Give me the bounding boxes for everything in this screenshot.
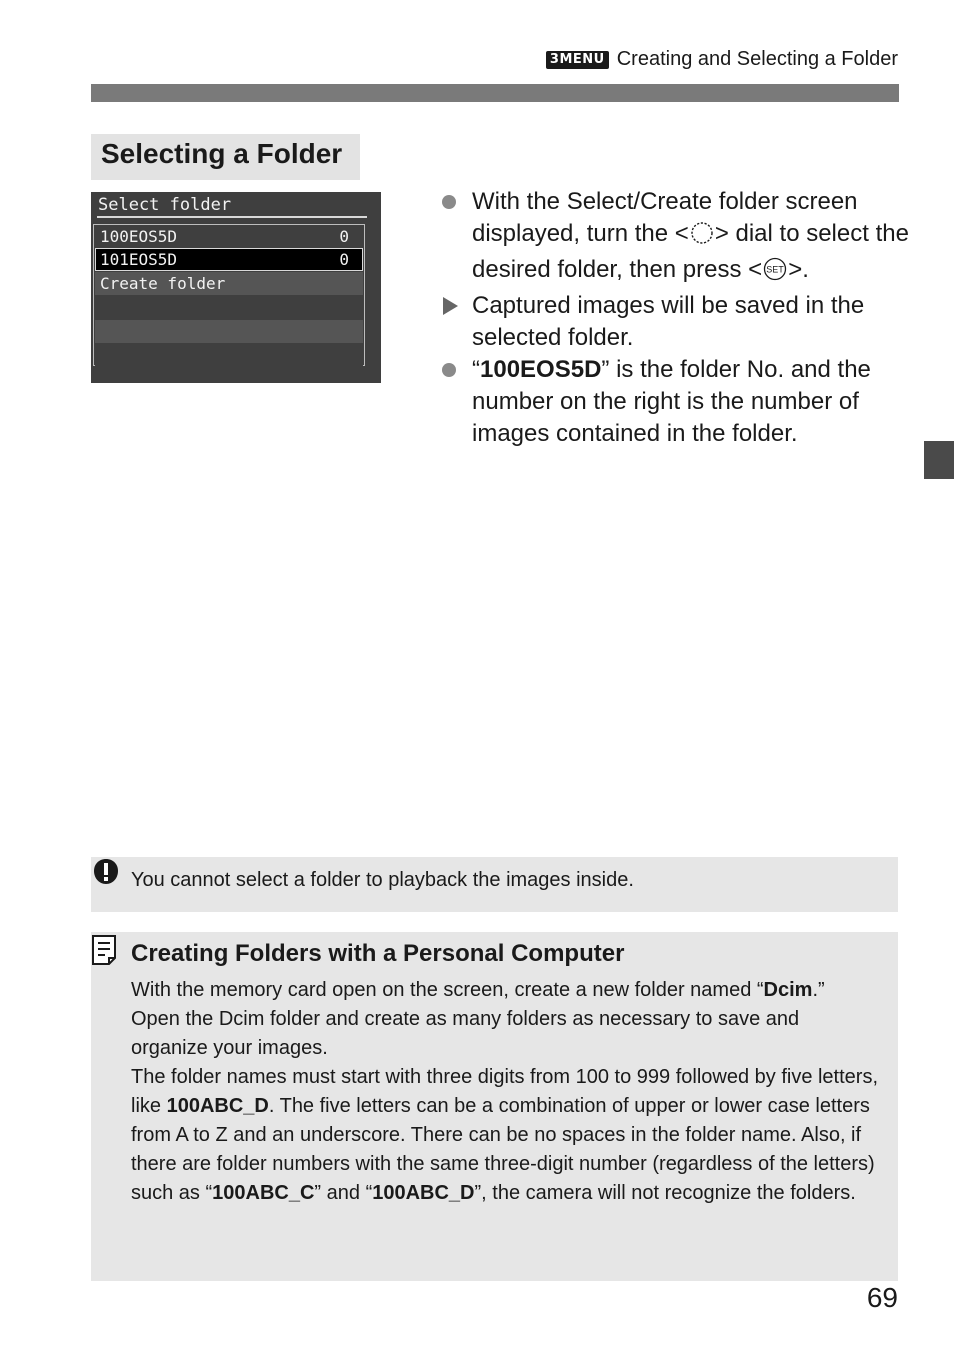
note-text: ” and “ <box>314 1182 373 1204</box>
note-text: . The five letters can be a combination of upper or lower case letters from A to Z and an underscore. There can be no spaces in the folder name. Also, if there are folder numbers with the same three-digit number (regardless of the letters) such as “ <box>131 1095 875 1204</box>
note-text: .” <box>812 979 825 1001</box>
page-number: 69 <box>866 1282 898 1313</box>
header-title: Creating and Selecting a Folder <box>616 48 898 70</box>
note-text: ”, the camera will not recognize the folders. <box>474 1182 856 1204</box>
lcd-row-count: 0 <box>339 250 349 269</box>
lcd-row-name: Create folder <box>100 274 226 293</box>
lcd-row-empty <box>95 343 363 366</box>
note-paragraph <box>131 976 881 1005</box>
caution-text: You cannot select a folder to playback the images inside. <box>131 869 634 891</box>
note-bold-text: 100ABC_D <box>372 1182 475 1204</box>
lcd-row-name: 100EOS5D <box>100 227 178 246</box>
bullet-text: Captured images will be saved in the selected folder. <box>472 292 865 351</box>
note-paragraph <box>131 1063 881 1208</box>
lcd-row-name: 101EOS5D <box>100 250 178 269</box>
note-text: With the memory card open on the screen, create a new folder named “ <box>131 979 764 1001</box>
header-rule <box>91 84 899 102</box>
lcd-row-empty <box>95 296 363 319</box>
caution-box <box>91 857 898 912</box>
lcd-row-empty <box>95 320 363 343</box>
bullet-text: > dial to select the desired folder, then press < <box>472 220 909 283</box>
main-dial-icon <box>689 221 715 254</box>
note-text: The folder names must start with three digits from 100 to 999 followed by five letters, like <box>131 1066 879 1117</box>
note-title: Creating Folders with a Personal Computer <box>131 940 625 967</box>
bullet-text: With the Select/Create folder screen displayed, turn the < <box>472 188 858 247</box>
note-box <box>91 932 898 1281</box>
note-bold-text: 100ABC_C <box>212 1182 315 1204</box>
camera-lcd-screen <box>91 192 381 383</box>
bullet-bold-text: 100EOS5D <box>480 356 602 383</box>
note-bold-text: 100ABC_D <box>166 1095 269 1117</box>
bullet-dot-icon <box>442 363 456 377</box>
bullet-item <box>440 186 910 290</box>
bullet-item <box>440 354 910 450</box>
caution-icon <box>91 857 121 892</box>
bullet-text: ” is the folder No. and the number on the right is the number of images contained in the folder. <box>472 356 871 447</box>
menu-icon: 3MENU <box>546 51 609 69</box>
svg-text:SET: SET <box>766 264 784 275</box>
lcd-title: Select folder <box>98 195 232 215</box>
lcd-list <box>93 224 365 366</box>
running-header <box>546 48 898 71</box>
note-icon <box>91 934 119 971</box>
set-button-icon <box>762 257 788 290</box>
lcd-row-folder-100 <box>95 225 363 248</box>
lcd-row-folder-101-selected <box>95 248 363 271</box>
note-paragraph: Open the Dcim folder and create as many folders as necessary to save and organize your images. <box>131 1008 800 1059</box>
chapter-tab <box>924 441 954 479</box>
bullet-dot-icon <box>442 195 456 209</box>
lcd-row-create-folder <box>95 272 363 295</box>
instruction-list <box>440 186 910 450</box>
result-arrow-icon <box>443 297 458 315</box>
note-bold-text: Dcim <box>763 979 813 1001</box>
lcd-divider <box>97 216 367 218</box>
lcd-row-count: 0 <box>339 227 349 246</box>
note-body <box>131 976 881 1208</box>
section-title: Selecting a Folder <box>91 134 360 180</box>
bullet-text: >. <box>788 256 809 283</box>
bullet-text: “ <box>472 356 480 383</box>
bullet-item <box>440 290 910 354</box>
